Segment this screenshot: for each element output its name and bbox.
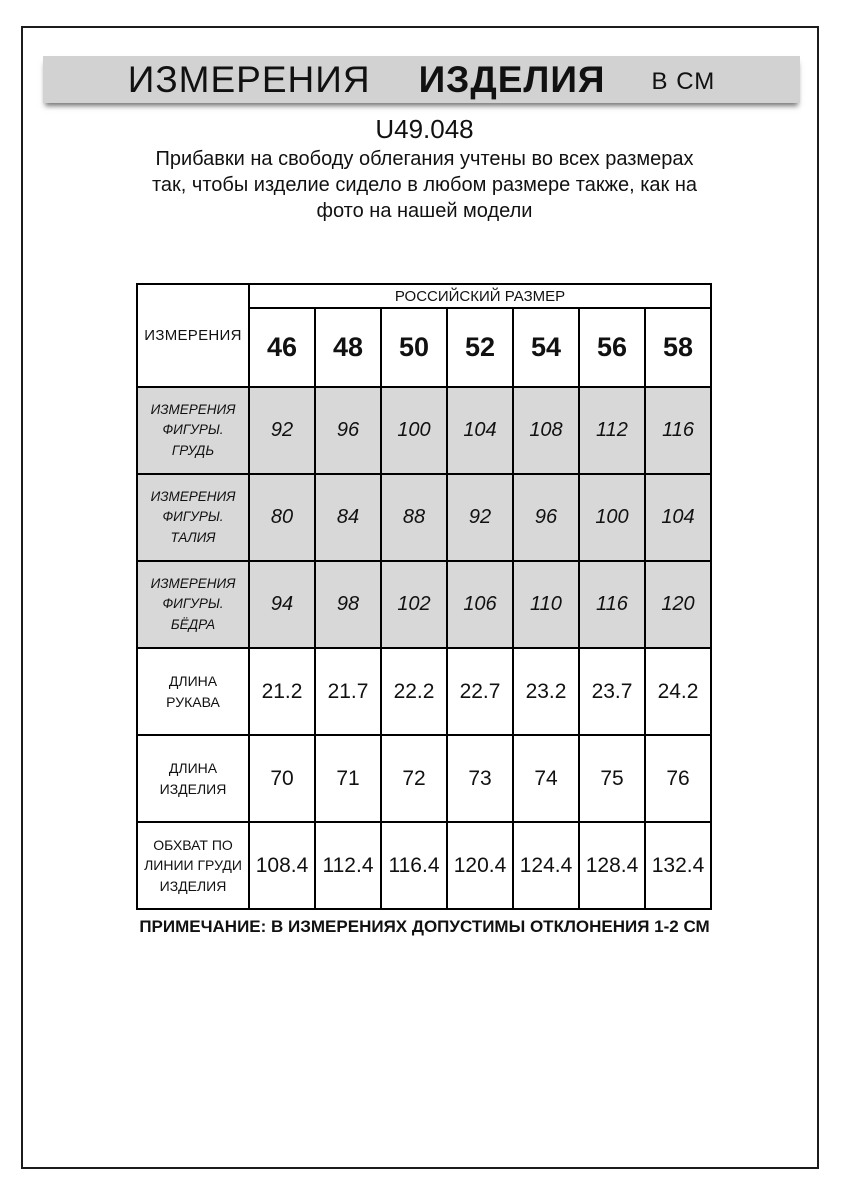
value-cell: 110 (513, 561, 579, 648)
value-cell: 23.7 (579, 648, 645, 735)
size-cell: 46 (249, 308, 315, 387)
header-bar (43, 56, 800, 103)
value-cell: 23.2 (513, 648, 579, 735)
size-cell: 54 (513, 308, 579, 387)
value-cell: 108 (513, 387, 579, 474)
value-cell: 102 (381, 561, 447, 648)
product-description: Прибавки на свободу облегания учтены во всех размерах так, чтобы изделие сидело в любом размере также, как на фото на нашей модели (151, 148, 698, 222)
value-cell: 112 (579, 387, 645, 474)
value-cell: 84 (315, 474, 381, 561)
value-cell: 73 (447, 735, 513, 822)
size-cell: 58 (645, 308, 711, 387)
header-title-bold: ИЗДЕЛИЯ (418, 58, 606, 100)
row-label: ИЗМЕРЕНИЯ ФИГУРЫ. ТАЛИЯ (137, 474, 249, 561)
row-label: ИЗМЕРЕНИЯ ФИГУРЫ. БЁДРА (137, 561, 249, 648)
value-cell: 98 (315, 561, 381, 648)
note-text: ПРИМЕЧАНИЕ: В ИЗМЕРЕНИЯХ ДОПУСТИМЫ ОТКЛОНЕНИЯ 1-2 СМ (139, 917, 710, 936)
size-group-header-cell: РОССИЙСКИЙ РАЗМЕР (249, 284, 711, 308)
size-cell: 50 (381, 308, 447, 387)
table-row-chest-girth-item (137, 822, 711, 909)
table-row-sleeve-length (137, 648, 711, 735)
header-title-regular: ИЗМЕРЕНИЯ (127, 58, 371, 100)
value-cell: 22.7 (447, 648, 513, 735)
value-cell: 132.4 (645, 822, 711, 909)
value-cell: 124.4 (513, 822, 579, 909)
value-cell: 100 (381, 387, 447, 474)
value-cell: 94 (249, 561, 315, 648)
value-cell: 116 (579, 561, 645, 648)
value-cell: 72 (381, 735, 447, 822)
value-cell: 120 (645, 561, 711, 648)
size-cell: 56 (579, 308, 645, 387)
value-cell: 22.2 (381, 648, 447, 735)
row-label: ДЛИНА РУКАВА (137, 648, 249, 735)
header-unit-label: В СМ (651, 67, 716, 95)
size-cell: 52 (447, 308, 513, 387)
value-cell: 92 (447, 474, 513, 561)
corner-label-cell: ИЗМЕРЕНИЯ (137, 284, 249, 387)
row-label: ДЛИНА ИЗДЕЛИЯ (137, 735, 249, 822)
value-cell: 106 (447, 561, 513, 648)
row-label: ИЗМЕРЕНИЯ ФИГУРЫ. ГРУДЬ (137, 387, 249, 474)
table-row-figure-hips (137, 561, 711, 648)
value-cell: 24.2 (645, 648, 711, 735)
size-table (136, 283, 712, 910)
table-header-group-row (137, 284, 711, 308)
table-row-figure-chest (137, 387, 711, 474)
value-cell: 104 (447, 387, 513, 474)
value-cell: 96 (315, 387, 381, 474)
value-cell: 120.4 (447, 822, 513, 909)
value-cell: 108.4 (249, 822, 315, 909)
value-cell: 71 (315, 735, 381, 822)
value-cell: 92 (249, 387, 315, 474)
row-label: ОБХВАТ ПО ЛИНИИ ГРУДИ ИЗДЕЛИЯ (137, 822, 249, 909)
value-cell: 76 (645, 735, 711, 822)
value-cell: 112.4 (315, 822, 381, 909)
table-row-figure-waist (137, 474, 711, 561)
value-cell: 100 (579, 474, 645, 561)
table-row-item-length (137, 735, 711, 822)
value-cell: 80 (249, 474, 315, 561)
value-cell: 104 (645, 474, 711, 561)
value-cell: 21.7 (315, 648, 381, 735)
value-cell: 128.4 (579, 822, 645, 909)
value-cell: 116.4 (381, 822, 447, 909)
article-code: U49.048 (375, 114, 474, 144)
value-cell: 88 (381, 474, 447, 561)
value-cell: 74 (513, 735, 579, 822)
size-cell: 48 (315, 308, 381, 387)
value-cell: 116 (645, 387, 711, 474)
value-cell: 21.2 (249, 648, 315, 735)
value-cell: 96 (513, 474, 579, 561)
value-cell: 75 (579, 735, 645, 822)
value-cell: 70 (249, 735, 315, 822)
